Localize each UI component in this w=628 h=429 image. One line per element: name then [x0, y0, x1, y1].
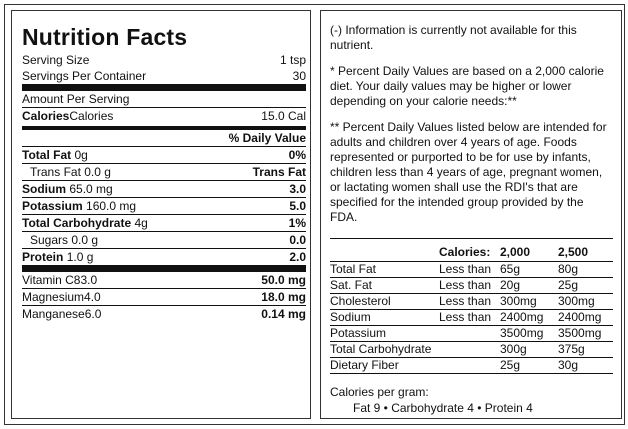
row-qualifier: Less than [439, 261, 500, 277]
calories-bold-label: Calories [22, 109, 70, 123]
row-2000: 300g [500, 341, 558, 357]
row-name: Total Carbohydrate [330, 341, 439, 357]
notes-divider [330, 238, 613, 239]
vitamin-row [22, 272, 306, 288]
row-qualifier: Less than [439, 277, 500, 293]
nutrition-notes [320, 10, 622, 419]
amount-per-serving [22, 91, 306, 107]
nutrient-amount: 160.0 mg [86, 199, 137, 213]
row-2500: 2400mg [558, 309, 613, 325]
row-2000: 2400mg [500, 309, 558, 325]
daily-value-header-row [22, 130, 306, 146]
row-name: Sodium [330, 309, 439, 325]
vitamin-name: Manganese6.0 [22, 307, 102, 321]
vitamin-name: Magnesium4.0 [22, 290, 101, 304]
nutrient-row [22, 232, 306, 248]
nutrient-amount: 0.0 g [84, 165, 111, 179]
nutrient-dv: 5.0 [289, 199, 306, 213]
row-qualifier: Less than [439, 309, 500, 325]
nutrient-dv: 3.0 [289, 182, 306, 196]
nutrient-amount: 0g [74, 148, 88, 162]
nutrient-amount: 4g [134, 216, 148, 230]
nutrient-name: Total Fat [22, 148, 72, 162]
calories-per-gram-values: Fat 9 • Carbohydrate 4 • Protein 4 [353, 400, 533, 415]
row-qualifier [439, 341, 500, 357]
table-row [330, 341, 613, 357]
nutrient-amount: 1.0 g [66, 250, 94, 264]
percent-dv-detail-note: ** Percent Daily Values listed below are intended for adults and children over 4 years of age. Foods represented or purported to be for use by infants, children less than 4 years of age, pregnant women, or lactating women shall use the RDI's that are specified for the intended group provided by the FDA. [330, 120, 607, 224]
vitamin-value: 50.0 mg [261, 273, 306, 287]
nutrient-name: Total Carbohydrate [22, 216, 132, 230]
nutrient-list [22, 146, 306, 265]
nutrient-amount: 0.0 g [71, 233, 99, 247]
table-row [330, 325, 613, 341]
servings-per-container-value: 30 [292, 69, 306, 83]
nutrient-amount: 65.0 mg [69, 182, 113, 196]
row-2000: 3500mg [500, 325, 558, 341]
calories-per-gram-label: Calories per gram: [330, 384, 429, 399]
nutrient-name: Trans Fat [30, 165, 81, 179]
vitamin-name: Vitamin C83.0 [22, 273, 98, 287]
row-2500: 3500mg [558, 325, 613, 341]
table-row [330, 357, 613, 373]
serving-size-label: Serving Size [22, 53, 90, 67]
nutrient-row [22, 249, 306, 265]
vitamin-value: 18.0 mg [261, 290, 306, 304]
calories-row [22, 108, 306, 124]
row-qualifier: Less than [439, 293, 500, 309]
table-row [330, 309, 613, 325]
table-row [330, 293, 613, 309]
row-2000: 20g [500, 277, 558, 293]
nutrient-row [22, 198, 306, 214]
row-name: Potassium [330, 325, 439, 341]
daily-values-table [330, 243, 613, 374]
nutrient-name: Sugars [30, 233, 69, 247]
row-2000: 25g [500, 357, 558, 373]
nutrient-dv: Trans Fat [252, 165, 306, 179]
nutrient-row [22, 147, 306, 163]
serving-size-row [22, 52, 306, 68]
vitamin-row [22, 289, 306, 305]
servings-per-container-label: Servings Per Container [22, 69, 147, 83]
amount-per-serving-label: Amount Per Serving [22, 92, 130, 106]
nutrient-dv: 0.0 [289, 233, 306, 247]
nutrient-name: Sodium [22, 182, 66, 196]
nutrition-facts-label [11, 10, 311, 419]
row-name: Total Fat [330, 261, 439, 277]
percent-dv-note: * Percent Daily Values are based on a 2,000 calorie diet. Your daily values may be higher or lower depending on your calorie needs:** [330, 64, 604, 108]
divider-thick [22, 84, 306, 91]
row-2000: 65g [500, 261, 558, 277]
vitamin-row [22, 306, 306, 322]
daily-value-header: % Daily Value [228, 131, 306, 145]
nutrient-row [22, 164, 306, 180]
row-qualifier [439, 325, 500, 341]
vitamin-value: 0.14 mg [261, 307, 306, 321]
nutrition-panel [4, 4, 625, 425]
col-2000-header: 2,000 [500, 244, 531, 259]
serving-size-value: 1 tsp [279, 53, 306, 67]
nutrient-dv: 0% [288, 148, 306, 162]
col-2500-header: 2,500 [558, 244, 589, 259]
nutrient-dv: 1% [288, 216, 306, 230]
calories-label: Calories [69, 109, 114, 123]
label-title: Nutrition Facts [22, 24, 188, 50]
row-2000: 300mg [500, 293, 558, 309]
nutrient-name: Protein [22, 250, 64, 264]
servings-per-container-row [22, 68, 306, 84]
row-name: Dietary Fiber [330, 357, 439, 373]
table-row [330, 261, 613, 277]
row-2500: 300mg [558, 293, 613, 309]
nutrient-name: Potassium [22, 199, 83, 213]
calories-value: 15.0 Cal [261, 109, 306, 123]
row-2500: 80g [558, 261, 613, 277]
row-2500: 25g [558, 277, 613, 293]
nutrient-row [22, 215, 306, 231]
row-2500: 30g [558, 357, 613, 373]
row-name: Cholesterol [330, 293, 439, 309]
table-row [330, 277, 613, 293]
not-available-note: (-) Information is currently not available for this nutrient. [330, 23, 577, 52]
row-qualifier [439, 357, 500, 373]
table-header-row [330, 243, 613, 261]
nutrient-row [22, 181, 306, 197]
divider-thick [22, 265, 306, 272]
nutrient-dv: 2.0 [289, 250, 306, 264]
row-name: Sat. Fat [330, 277, 439, 293]
calories-header: Calories: [439, 244, 491, 259]
row-2500: 375g [558, 341, 613, 357]
